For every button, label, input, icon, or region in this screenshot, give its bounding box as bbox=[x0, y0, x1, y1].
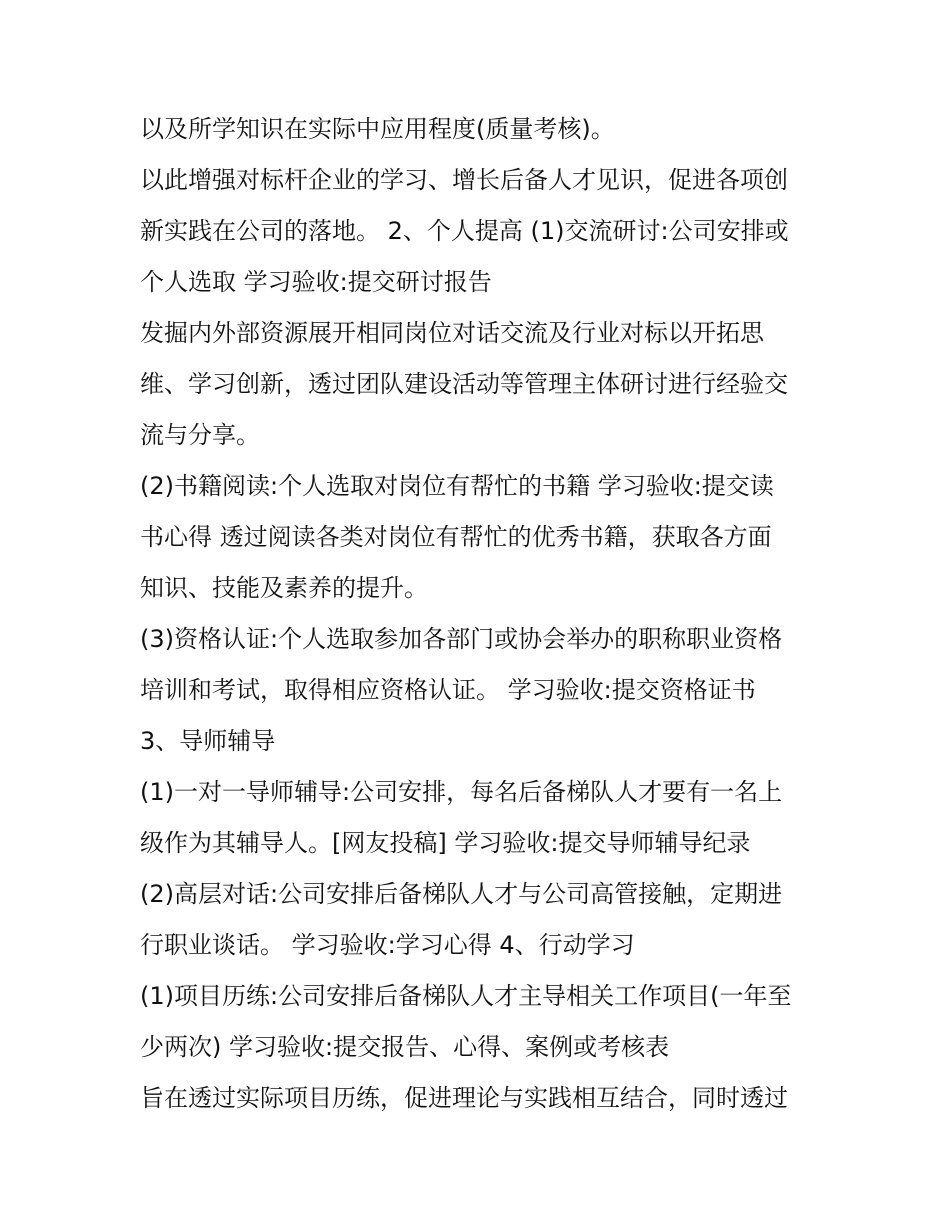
text-line: (1)一对一导师辅导:公司安排，每名后备梯队人才要有一名上 bbox=[140, 778, 783, 806]
text-line: (3)资格认证:个人选取参加各部门或协会举办的职称职业资格 bbox=[140, 625, 783, 653]
text-line: 维、学习创新，透过团队建设活动等管理主体研讨进行经验交 bbox=[140, 370, 788, 398]
text-line: 以及所学知识在实际中应用程度(质量考核)。 bbox=[140, 115, 615, 143]
text-line: 新实践在公司的落地。 2、个人提高 (1)交流研讨:公司安排或 bbox=[140, 217, 789, 245]
text-line: 行职业谈话。 学习验收:学习心得 4、行动学习 bbox=[140, 931, 635, 959]
text-line: 发掘内外部资源展开相同岗位对话交流及行业对标以开拓思 bbox=[140, 319, 764, 347]
text-line: 书心得 透过阅读各类对岗位有帮忙的优秀书籍，获取各方面 bbox=[140, 523, 772, 551]
document-body bbox=[140, 104, 830, 1124]
text-line: 流与分享。 bbox=[140, 421, 260, 449]
text-line: 少两次) 学习验收:提交报告、心得、案例或考核表 bbox=[140, 1033, 670, 1061]
text-line: 旨在透过实际项目历练，促进理论与实践相互结合，同时透过 bbox=[140, 1084, 788, 1112]
section-heading: 3、导师辅导 bbox=[140, 727, 276, 755]
text-line: 个人选取 学习验收:提交研讨报告 bbox=[140, 268, 492, 296]
text-line: 培训和考试，取得相应资格认证。 学习验收:提交资格证书 bbox=[140, 676, 756, 704]
text-line: 知识、技能及素养的提升。 bbox=[140, 574, 428, 602]
text-line: (2)高层对话:公司安排后备梯队人才与公司高管接触，定期进 bbox=[140, 880, 783, 908]
text-line: 级作为其辅导人。[网友投稿] 学习验收:提交导师辅导纪录 bbox=[140, 829, 751, 857]
text-line: (1)项目历练:公司安排后备梯队人才主导相关工作项目(一年至 bbox=[140, 982, 792, 1010]
text-line: (2)书籍阅读:个人选取对岗位有帮忙的书籍 学习验收:提交读 bbox=[140, 472, 774, 500]
text-line: 以此增强对标杆企业的学习、增长后备人才见识，促进各项创 bbox=[140, 166, 788, 194]
